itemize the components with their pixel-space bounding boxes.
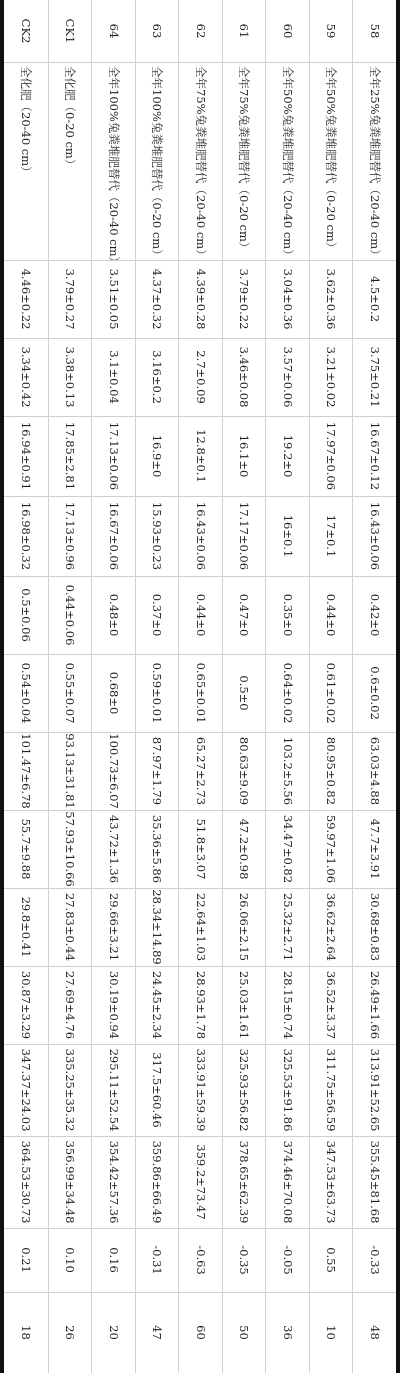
value-cell: 16.94±0.91 — [19, 421, 34, 491]
treatment-name: 全年50%兔粪堆肥替代（20-40 cm） — [280, 66, 295, 261]
value-cell: 47.2±0.98 — [237, 818, 252, 880]
value-cell: 333.91±59.39 — [193, 1048, 208, 1132]
value-cell: 16.43±0.06 — [193, 501, 208, 571]
value-cell: 0.68±0 — [106, 671, 121, 715]
value-cell: 0.6±0.02 — [367, 666, 382, 720]
table-row — [266, 0, 310, 1373]
value-cell: 3.57±0.06 — [280, 346, 295, 408]
value-cell: 335.25±35.32 — [63, 1048, 78, 1132]
value-cell: 16.1±0 — [237, 434, 252, 478]
column-divider — [4, 416, 396, 417]
value-cell: 364.53±30.73 — [19, 1140, 34, 1224]
value-cell: -0.63 — [193, 1245, 208, 1275]
value-cell: 63.03±4.88 — [367, 736, 382, 806]
value-cell: 3.46±0.08 — [237, 346, 252, 408]
value-cell: 25.32±2.71 — [280, 892, 295, 962]
value-cell: 17.13±0.96 — [63, 501, 78, 571]
value-cell: 0.10 — [63, 1247, 78, 1273]
value-cell: 0.47±0 — [237, 593, 252, 637]
value-cell: 0.5±0.06 — [19, 588, 34, 642]
rank-cell: 50 — [237, 1325, 252, 1340]
value-cell: 15.93±0.23 — [150, 501, 165, 571]
value-cell: 4.39±0.28 — [193, 268, 208, 330]
treatment-name: 全化肥（20-40 cm） — [19, 66, 34, 178]
value-cell: 16.67±0.12 — [367, 421, 382, 491]
value-cell: 57.93±10.66 — [63, 811, 78, 887]
value-cell: 17.17±0.06 — [237, 501, 252, 571]
value-cell: 4.37±0.32 — [150, 268, 165, 330]
value-cell: 80.95±0.82 — [324, 736, 339, 806]
value-cell: 87.97±1.79 — [150, 736, 165, 806]
value-cell: 27.83±0.44 — [63, 892, 78, 962]
value-cell: 16.43±0.06 — [367, 501, 382, 571]
value-cell: 3.1±0.04 — [106, 350, 121, 404]
value-cell: 55.7±9.88 — [19, 818, 34, 880]
value-cell: 347.37±24.03 — [19, 1048, 34, 1132]
treatment-name: 全年75%兔粪堆肥替代（0-20 cm） — [237, 66, 252, 254]
rank-cell: 60 — [193, 1325, 208, 1340]
value-cell: 93.13±31.81 — [63, 733, 78, 809]
value-cell: 30.68±0.83 — [367, 892, 382, 962]
column-divider — [4, 1136, 396, 1137]
value-cell: 359.86±66.49 — [150, 1140, 165, 1224]
treatment-id: 59 — [324, 23, 339, 39]
value-cell: 28.15±0.74 — [280, 970, 295, 1040]
value-cell: 17.13±0.06 — [106, 421, 121, 491]
column-divider — [4, 654, 396, 655]
rank-cell: 10 — [324, 1325, 339, 1340]
value-cell: 24.45±2.34 — [150, 970, 165, 1040]
value-cell: 378.65±62.39 — [237, 1140, 252, 1224]
value-cell: 0.65±0.01 — [193, 662, 208, 724]
value-cell: -0.35 — [237, 1245, 252, 1275]
rank-cell: 20 — [106, 1325, 121, 1340]
value-cell: 354.42±57.36 — [106, 1140, 121, 1224]
value-cell: 0.54±0.04 — [19, 662, 34, 724]
value-cell: 28.34±14.89 — [150, 889, 165, 965]
column-divider — [4, 810, 396, 811]
rank-cell: 48 — [367, 1325, 382, 1340]
value-cell: 0.44±0 — [193, 593, 208, 637]
table-row — [135, 0, 179, 1373]
treatment-name: 全年25%兔粪堆肥替代（20-40 cm） — [367, 66, 382, 261]
value-cell: 65.27±2.73 — [193, 736, 208, 806]
value-cell: 43.72±1.36 — [106, 814, 121, 884]
treatment-name: 全年100%兔粪堆肥替代（0-20 cm） — [150, 66, 165, 261]
value-cell: 295.11±52.54 — [106, 1048, 121, 1132]
value-cell: 80.63±9.09 — [237, 736, 252, 806]
value-cell: 0.59±0.01 — [150, 662, 165, 724]
value-cell: 3.62±0.36 — [324, 268, 339, 330]
value-cell: 28.93±1.78 — [193, 970, 208, 1040]
value-cell: 29.8±0.41 — [19, 896, 34, 958]
column-divider — [4, 1228, 396, 1229]
treatment-id: 62 — [193, 23, 208, 39]
table-row — [222, 0, 266, 1373]
value-cell: 0.16 — [106, 1247, 121, 1273]
table-row — [309, 0, 353, 1373]
value-cell: 17.85±2.81 — [63, 421, 78, 491]
value-cell: 36.62±2.64 — [324, 892, 339, 962]
value-cell: -0.05 — [280, 1245, 295, 1275]
value-cell: 2.7±0.09 — [193, 350, 208, 404]
value-cell: 100.73±6.07 — [106, 733, 121, 809]
value-cell: 0.55 — [324, 1247, 339, 1273]
table-row — [5, 0, 49, 1373]
value-cell: -0.31 — [150, 1245, 165, 1275]
value-cell: 16.98±0.32 — [19, 501, 34, 571]
value-cell: 22.64±1.03 — [193, 892, 208, 962]
column-divider — [4, 1044, 396, 1045]
value-cell: 101.47±6.78 — [19, 733, 34, 809]
treatment-name: 全年50%兔粪堆肥替代（0-20 cm） — [324, 66, 339, 254]
treatment-id: 64 — [106, 23, 121, 39]
value-cell: 4.46±0.22 — [19, 268, 34, 330]
column-divider — [4, 888, 396, 889]
value-cell: 325.93±56.82 — [237, 1048, 252, 1132]
treatment-id: 61 — [237, 23, 252, 39]
column-divider — [4, 260, 396, 261]
value-cell: 356.99±34.48 — [63, 1140, 78, 1224]
value-cell: -0.33 — [367, 1245, 382, 1275]
value-cell: 0.37±0 — [150, 593, 165, 637]
table-row — [48, 0, 92, 1373]
table-row — [92, 0, 136, 1373]
column-divider — [4, 62, 396, 63]
value-cell: 359.2±73.47 — [193, 1144, 208, 1220]
table-row — [179, 0, 223, 1373]
rank-cell: 36 — [280, 1325, 295, 1340]
table-row — [353, 0, 397, 1373]
column-divider — [4, 496, 396, 497]
treatment-id: 58 — [367, 23, 382, 39]
value-cell: 0.21 — [19, 1247, 34, 1273]
treatment-name: 全年100%兔粪堆肥替代（20-40 cm） — [106, 66, 121, 269]
value-cell: 59.97±1.06 — [324, 814, 339, 884]
value-cell: 12.8±0.1 — [193, 429, 208, 483]
rank-cell: 18 — [19, 1325, 34, 1340]
value-cell: 313.91±52.65 — [367, 1048, 382, 1132]
value-cell: 3.79±0.22 — [237, 268, 252, 330]
value-cell: 16.67±0.06 — [106, 501, 121, 571]
treatment-id: CK1 — [63, 18, 78, 44]
value-cell: 311.75±56.59 — [324, 1048, 339, 1132]
column-divider — [4, 338, 396, 339]
value-cell: 0.5±0 — [237, 675, 252, 711]
treatment-id: 63 — [150, 23, 165, 39]
treatment-id: 60 — [280, 23, 295, 39]
value-cell: 26.06±2.15 — [237, 892, 252, 962]
column-divider — [4, 966, 396, 967]
value-cell: 35.36±5.86 — [150, 814, 165, 884]
value-cell: 325.53±91.86 — [280, 1048, 295, 1132]
treatment-name: 全化肥（0-20 cm） — [63, 66, 78, 171]
value-cell: 0.48±0 — [106, 593, 121, 637]
value-cell: 3.51±0.05 — [106, 268, 121, 330]
column-divider — [4, 1292, 396, 1293]
value-cell: 30.19±0.94 — [106, 970, 121, 1040]
value-cell: 16.9±0 — [150, 434, 165, 478]
value-cell: 347.53±63.73 — [324, 1140, 339, 1224]
value-cell: 34.47±0.82 — [280, 814, 295, 884]
value-cell: 3.16±0.2 — [150, 350, 165, 404]
value-cell: 0.35±0 — [280, 593, 295, 637]
value-cell: 29.66±3.21 — [106, 892, 121, 962]
value-cell: 19.2±0 — [280, 434, 295, 478]
table-top-rule — [396, 0, 400, 1373]
value-cell: 27.69±4.76 — [63, 970, 78, 1040]
value-cell: 355.45±81.68 — [367, 1140, 382, 1224]
value-cell: 3.04±0.36 — [280, 268, 295, 330]
value-cell: 3.34±0.42 — [19, 346, 34, 408]
value-cell: 0.55±0.07 — [63, 662, 78, 724]
value-cell: 17.97±0.06 — [324, 421, 339, 491]
value-cell: 36.52±3.37 — [324, 970, 339, 1040]
value-cell: 374.46±70.08 — [280, 1140, 295, 1224]
column-divider — [4, 576, 396, 577]
value-cell: 103.2±5.56 — [280, 736, 295, 806]
value-cell: 0.44±0 — [324, 593, 339, 637]
value-cell: 26.49±1.66 — [367, 970, 382, 1040]
value-cell: 51.8±3.07 — [193, 818, 208, 880]
value-cell: 30.87±3.29 — [19, 970, 34, 1040]
value-cell: 47.7±3.91 — [367, 818, 382, 880]
value-cell: 3.38±0.13 — [63, 346, 78, 408]
value-cell: 0.42±0 — [367, 593, 382, 637]
value-cell: 0.64±0.02 — [280, 662, 295, 724]
value-cell: 16±0.1 — [280, 514, 295, 558]
rank-cell: 26 — [63, 1325, 78, 1340]
rank-cell: 47 — [150, 1325, 165, 1340]
value-cell: 0.44±0.06 — [63, 584, 78, 646]
value-cell: 3.75±0.21 — [367, 346, 382, 408]
value-cell: 17±0.1 — [324, 514, 339, 558]
treatment-name: 全年75%兔粪堆肥替代（20-40 cm） — [193, 66, 208, 261]
column-divider — [4, 732, 396, 733]
value-cell: 4.5±0.2 — [367, 275, 382, 323]
value-cell: 25.03±1.61 — [237, 970, 252, 1040]
table-bottom-rule — [0, 0, 4, 1373]
value-cell: 3.79±0.27 — [63, 268, 78, 330]
value-cell: 317.5±60.46 — [150, 1052, 165, 1128]
value-cell: 3.21±0.02 — [324, 346, 339, 408]
treatment-id: CK2 — [19, 18, 34, 44]
value-cell: 0.61±0.02 — [324, 662, 339, 724]
